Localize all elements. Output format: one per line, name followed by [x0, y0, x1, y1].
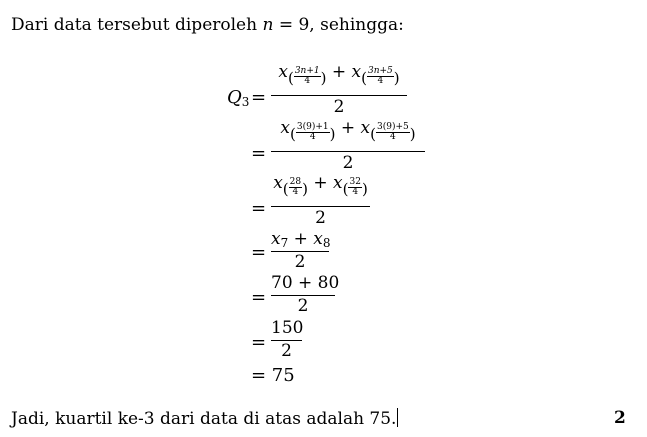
q3-subscript: 3 — [241, 95, 250, 109]
text-cursor — [397, 408, 398, 427]
intro-text: Dari data tersebut diperoleh — [11, 15, 263, 35]
fraction-step-3 — [271, 173, 370, 229]
equals-sign-6: = — [251, 332, 267, 353]
numerator-step-3: x( $\frac{28}{4}$ ) + x( $\frac{32}{4}$ ) — [273, 173, 368, 198]
fraction-step-6 — [271, 318, 302, 362]
intro-sentence — [11, 15, 404, 35]
denominator-step-6: 2 — [281, 341, 292, 361]
numerator-step-5: 70 + 80 — [271, 273, 340, 293]
page-number: 2 — [614, 408, 626, 428]
fraction-step-2 — [271, 118, 425, 174]
fraction-bar-2 — [271, 151, 425, 152]
equals-sign-3: = — [251, 198, 267, 219]
equals-sign-2: = — [251, 143, 267, 164]
variable-n: n — [262, 15, 274, 35]
fraction-step-1 — [271, 62, 407, 118]
conclusion-sentence[interactable] — [11, 408, 398, 429]
fraction-step-5 — [271, 273, 340, 317]
fraction-bar-1 — [271, 95, 407, 96]
equals-sign-1: = — [251, 87, 267, 108]
denominator-step-3: 2 — [315, 208, 326, 228]
numerator-step-2: x( $\frac{3(9)+1}{4}$ ) + x( $\frac{3(9)+5}{4}$ ) — [280, 118, 416, 143]
fraction-step-4 — [271, 229, 329, 273]
intro-value: = 9, sehingga: — [273, 15, 404, 35]
numerator-step-4: $x_7 + x_8$ — [271, 229, 331, 250]
denominator-step-1: 2 — [333, 97, 345, 117]
result-line: = 75 — [251, 365, 295, 386]
denominator-step-5: 2 — [297, 296, 309, 316]
equals-sign-5: = — [251, 287, 267, 308]
denominator-step-4: 2 — [294, 252, 306, 272]
conclusion-text: Jadi, kuartil ke-3 dari data di atas adalah 75. — [11, 409, 397, 429]
denominator-step-2: 2 — [342, 153, 354, 173]
q3-symbol: Q — [227, 87, 242, 108]
fraction-bar-3 — [271, 206, 370, 207]
numerator-step-1: x( $\frac{3n+1}{4}$ ) + x( $\frac{3n+5}{4}$ ) — [278, 62, 400, 87]
equals-sign-4: = — [251, 242, 267, 263]
numerator-step-6: 150 — [271, 318, 304, 338]
q3-label — [227, 87, 249, 109]
